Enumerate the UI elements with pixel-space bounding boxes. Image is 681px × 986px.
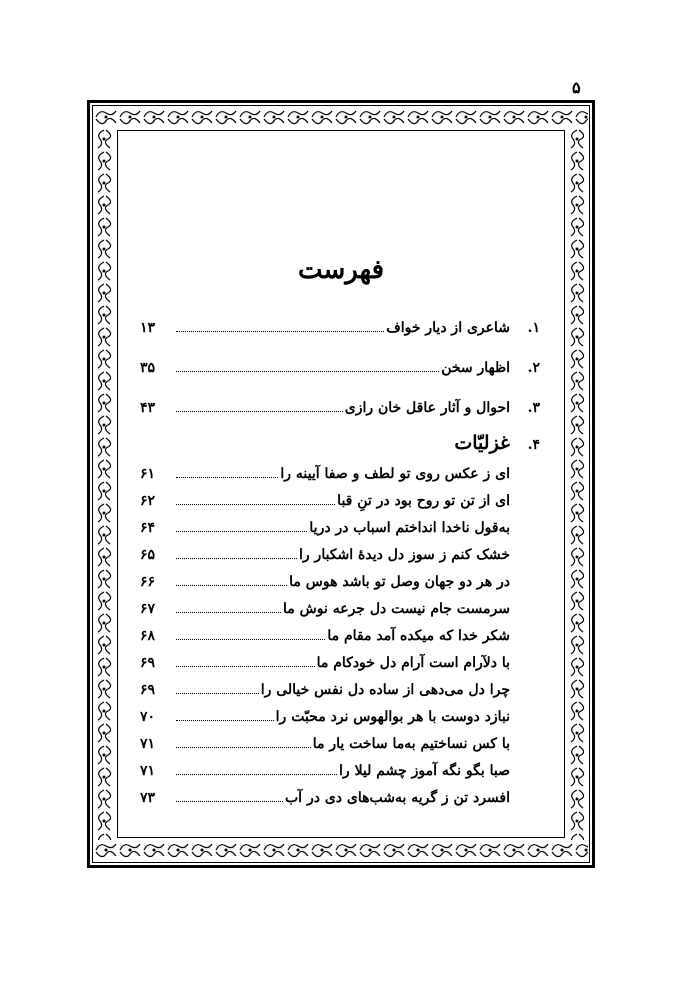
ghazal-page: ۷۳	[140, 790, 156, 806]
ghazal-entry	[140, 763, 540, 785]
entry-number: ۱.	[527, 320, 540, 336]
ghazal-entry	[140, 466, 540, 488]
ghazal-page: ۷۱	[140, 763, 156, 779]
toc-entry	[140, 400, 540, 422]
dot-leader	[176, 401, 343, 412]
dot-leader	[176, 521, 307, 532]
ghazal-title: سرمست جام نیست دل جرعه نوش ما	[282, 601, 510, 617]
entry-title: احوال و آثار عاقل خان رازی	[344, 400, 510, 416]
ghazal-page: ۶۷	[140, 601, 156, 617]
ghazal-title: افسرد تن ز گریه به‌شب‌های دی در آب	[285, 790, 510, 806]
ornament-band-left	[94, 128, 115, 840]
section-heading	[140, 432, 540, 458]
ghazal-title: ای ز عکس روی تو لطف و صفا آیینه را	[280, 466, 510, 482]
ghazal-title: نبازد دوست با هر بوالهوس نرد محبّت را	[275, 709, 510, 725]
ghazal-page: ۶۱	[140, 466, 156, 482]
ghazal-entry	[140, 790, 540, 812]
section-number: ۴.	[527, 437, 540, 453]
dot-leader	[176, 575, 287, 586]
ghazal-page: ۷۱	[140, 736, 156, 752]
ghazal-entry	[140, 682, 540, 704]
entry-number: ۲.	[527, 360, 540, 376]
toc-entry	[140, 360, 540, 382]
dot-leader	[176, 710, 274, 721]
ghazal-entry	[140, 547, 540, 569]
ghazal-page: ۷۰	[140, 709, 156, 725]
page-title: فهرست	[297, 255, 385, 285]
ghazal-entry	[140, 655, 540, 677]
dot-leader	[176, 494, 335, 505]
dot-leader	[176, 683, 259, 694]
ghazal-entry	[140, 520, 540, 542]
ghazal-page: ۶۵	[140, 547, 156, 563]
entry-page: ۴۳	[140, 400, 156, 416]
ghazal-page: ۶۲	[140, 493, 156, 509]
dot-leader	[176, 467, 278, 478]
section-title: غزلیّات	[454, 432, 510, 454]
toc-entry	[140, 320, 540, 342]
dot-leader	[176, 548, 297, 559]
ghazal-entry	[140, 493, 540, 515]
ghazal-title: با کس نساختیم به‌ما ساخت یار ما	[312, 736, 510, 752]
ghazal-title: با دلآرام است آرام دل خودکام ما	[316, 655, 510, 671]
ghazal-page: ۶۸	[140, 628, 156, 644]
ghazal-title: به‌قول ناخدا انداختم اسباب در دریا	[309, 520, 510, 536]
ghazal-page: ۶۶	[140, 574, 156, 590]
dot-leader	[176, 791, 283, 802]
ghazal-page: ۶۹	[140, 682, 156, 698]
ornament-band-top	[94, 107, 588, 128]
dot-leader	[176, 629, 325, 640]
ghazal-entry	[140, 601, 540, 623]
ghazal-title: شکر خدا که میکده آمد مقام ما	[327, 628, 510, 644]
ghazal-entry	[140, 709, 540, 731]
dot-leader	[176, 321, 384, 332]
dot-leader	[176, 656, 315, 667]
entry-number: ۳.	[527, 400, 540, 416]
dot-leader	[176, 361, 439, 372]
ghazal-page: ۶۹	[140, 655, 156, 671]
ornament-band-right	[567, 128, 588, 840]
ghazal-title: ای از تن تو روح بود در تنِ قبا	[337, 493, 510, 509]
entry-page: ۳۵	[140, 360, 156, 376]
entry-page: ۱۳	[140, 320, 156, 336]
page-number: ۵	[572, 78, 581, 97]
ghazal-title: در هر دو جهان وصل تو باشد هوس ما	[289, 574, 510, 590]
entry-title: اظهار سخن	[441, 360, 510, 376]
ghazal-title: صبا بگو نگه آموز چشم لیلا را	[339, 763, 510, 779]
ghazal-entry	[140, 574, 540, 596]
ghazal-entry	[140, 628, 540, 650]
ghazal-title: خشک کنم ز سوز دل دیدهٔ اشکبار را	[299, 547, 510, 563]
ornament-band-bottom	[94, 840, 588, 861]
dot-leader	[176, 602, 281, 613]
ghazal-title: چرا دل می‌دهی از ساده دل نفس خیالی را	[260, 682, 510, 698]
entry-title: شاعری از دیار خواف	[386, 320, 510, 336]
ghazal-entry	[140, 736, 540, 758]
ghazal-page: ۶۴	[140, 520, 156, 536]
dot-leader	[176, 737, 311, 748]
dot-leader	[176, 764, 337, 775]
